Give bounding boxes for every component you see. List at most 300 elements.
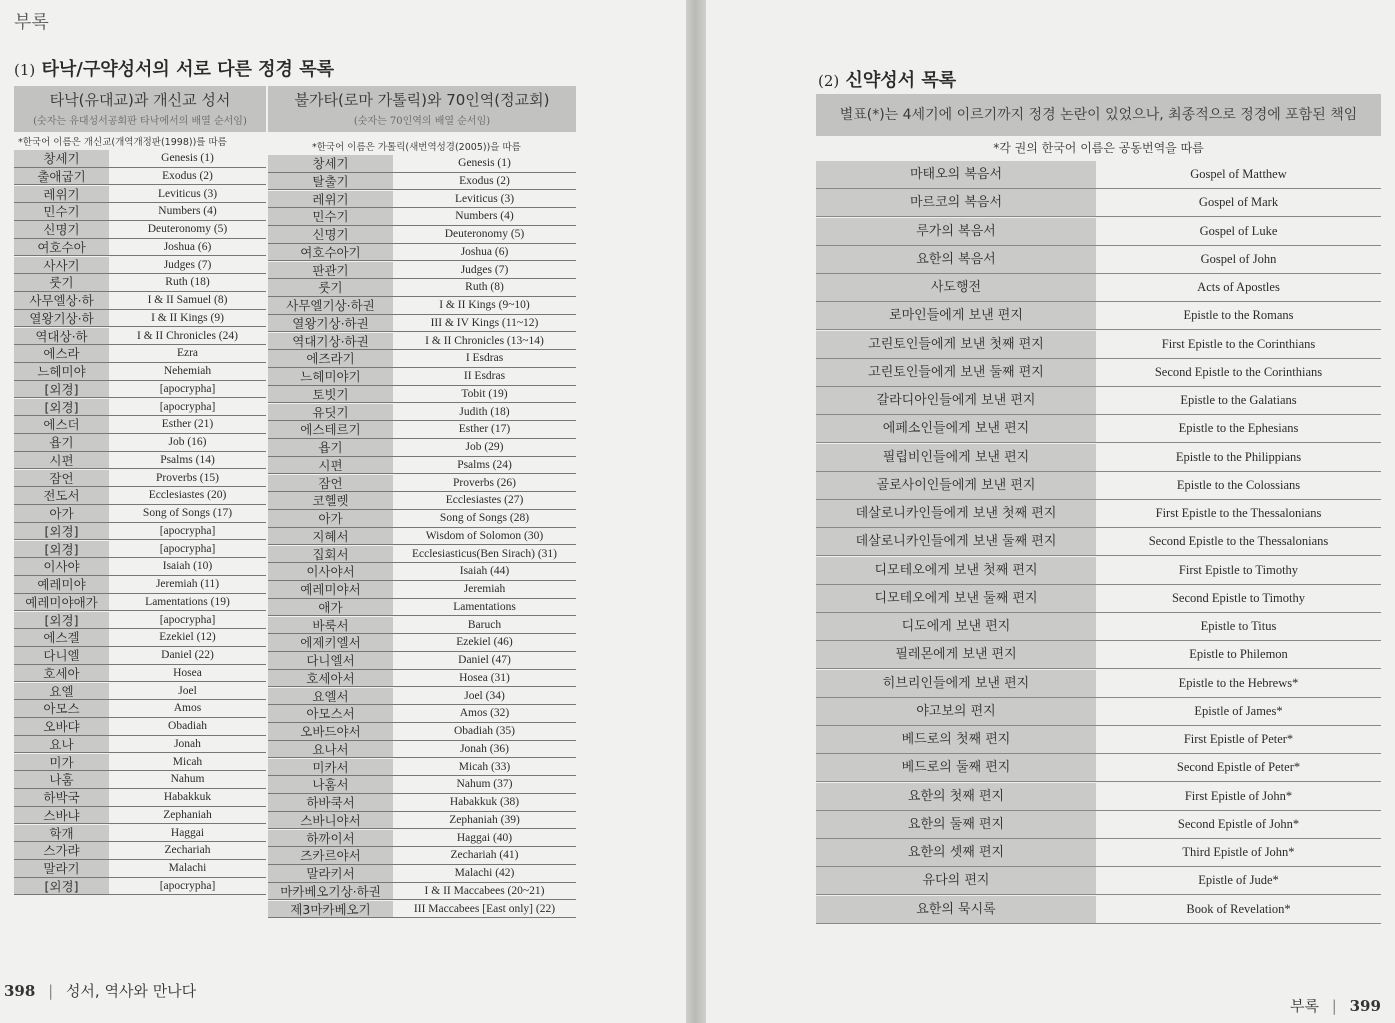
new-testament-row [816, 726, 1381, 754]
catholic-row [268, 510, 576, 528]
protestant-header-subtitle: (숫자는 유대성서공회판 타낙에서의 배열 순서임) [33, 116, 247, 127]
new-testament-row [816, 444, 1381, 472]
new-testament-korean-name: 야고보의 편지 [816, 698, 1096, 725]
catholic-english-name: Numbers (4) [455, 210, 514, 223]
protestant-korean-name: 레위기 [14, 186, 109, 203]
catholic-korean-name: 하바쿡서 [268, 794, 393, 811]
catholic-english-name: Obadiah (35) [454, 725, 515, 737]
protestant-korean-name: 출애굽기 [14, 168, 109, 185]
new-testament-english-name: First Epistle to Timothy [1178, 562, 1299, 577]
protestant-english-name: Zephaniah [163, 808, 212, 821]
protestant-korean-name: 에스라 [14, 345, 109, 362]
catholic-row [268, 670, 576, 688]
catholic-korean-name: 코헬렛 [268, 492, 393, 509]
catholic-row [268, 492, 576, 510]
protestant-english-name: [apocrypha] [159, 613, 216, 626]
catholic-korean-name: 집회서 [268, 546, 393, 563]
new-testament-korean-name: 디모테오에게 보낸 둘째 편지 [816, 585, 1096, 612]
catholic-korean-name: 다니엘서 [268, 652, 393, 669]
protestant-english-name: Hosea [173, 666, 202, 679]
new-testament-row [816, 811, 1381, 839]
new-testament-row [816, 557, 1381, 585]
protestant-row [14, 736, 266, 754]
catholic-korean-name: 열왕기상·하권 [268, 315, 393, 332]
catholic-english-name: Tobit (19) [461, 387, 508, 400]
new-testament-korean-name: 히브리인들에게 보낸 편지 [816, 670, 1096, 697]
catholic-english-name: Daniel (47) [458, 654, 511, 666]
catholic-row [268, 208, 576, 226]
protestant-korean-name: 역대상·하 [14, 328, 109, 345]
new-testament-english-name: Third Epistle of John* [1182, 845, 1295, 859]
protestant-english-name: Lamentations (19) [145, 595, 230, 608]
catholic-korean-name: 호세아서 [268, 670, 393, 687]
new-testament-english-name: Epistle to Philemon [1189, 647, 1288, 662]
catholic-english-name: I Esdras [465, 352, 504, 365]
catholic-english-name: Joel (34) [464, 689, 505, 702]
protestant-row [14, 257, 266, 275]
protestant-row [14, 754, 266, 772]
catholic-english-name: Genesis (1) [458, 157, 511, 169]
protestant-row [14, 399, 266, 417]
protestant-korean-name: 학개 [14, 825, 109, 842]
protestant-korean-name: 말라기 [14, 860, 109, 877]
catholic-english-name: III & IV Kings (11~12) [430, 316, 539, 329]
protestant-english-name: Jeremiah (11) [155, 578, 220, 590]
catholic-english-name: Wisdom of Solomon (30) [425, 529, 544, 542]
catholic-english-name: Amos (32) [459, 707, 510, 720]
left-section-title: 타낙/구약성서의 서로 다른 정경 목록 [41, 59, 334, 80]
protestant-english-name: Genesis (1) [161, 152, 214, 164]
protestant-korean-name: 에스겔 [14, 629, 109, 646]
protestant-korean-name: 오바댜 [14, 718, 109, 735]
protestant-row [14, 612, 266, 630]
catholic-korean-name: 역대기상·하권 [268, 333, 393, 350]
catholic-english-name: Psalms (24) [457, 458, 512, 471]
catholic-row [268, 546, 576, 564]
catholic-row [268, 368, 576, 386]
protestant-english-name: Nahum [170, 773, 205, 786]
new-testament-english-name: Second Epistle of John* [1177, 816, 1300, 831]
catholic-english-name: Lamentations [453, 600, 516, 613]
new-testament-row [816, 783, 1381, 811]
protestant-korean-name: 예레미야애가 [14, 594, 109, 611]
catholic-english-name: I & II Maccabees (20~21) [424, 884, 545, 897]
catholic-english-name: Leviticus (3) [454, 192, 515, 205]
catholic-row [268, 244, 576, 262]
catholic-korean-name: 여호수아기 [268, 244, 393, 261]
catholic-english-name: Joshua (6) [460, 245, 509, 258]
new-testament-korean-name: 고린토인들에게 보낸 둘째 편지 [816, 359, 1096, 386]
catholic-english-name: Isaiah (44) [459, 565, 510, 578]
new-testament-english-name: Second Epistle of Peter* [1176, 760, 1301, 775]
protestant-english-name: Obadiah [168, 720, 207, 732]
catholic-korean-name: 욥기 [268, 439, 393, 456]
catholic-korean-name: 에스테르기 [268, 421, 393, 438]
protestant-row [14, 487, 266, 505]
protestant-korean-name: [외경] [14, 612, 109, 629]
catholic-korean-name: 토빗기 [268, 386, 393, 403]
new-testament-row [816, 274, 1381, 302]
protestant-korean-name: 요엘 [14, 683, 109, 700]
new-testament-row [816, 641, 1381, 669]
new-testament-korean-name: 에페소인들에게 보낸 편지 [816, 415, 1096, 442]
catholic-row [268, 794, 576, 812]
catholic-english-name: Malachi (42) [454, 867, 515, 879]
catholic-korean-name: 아모스서 [268, 705, 393, 722]
protestant-english-name: Amos [173, 702, 202, 715]
new-testament-english-name: Gospel of Mark [1198, 195, 1279, 210]
catholic-english-name: Song of Songs (28) [439, 512, 530, 524]
catholic-korean-name: 지혜서 [268, 528, 393, 545]
protestant-korean-name: [외경] [14, 541, 109, 558]
catholic-korean-name: 아가 [268, 510, 393, 527]
new-testament-note: *각 권의 한국어 이름은 공동번역을 따름 [993, 141, 1204, 155]
protestant-korean-name: [외경] [14, 399, 109, 416]
protestant-row [14, 683, 266, 701]
new-testament-header: 별표(*)는 4세기에 이르기까지 정경 논란이 있었으나, 최종적으로 정경에 포함된 책임 [816, 94, 1381, 136]
catholic-note: *한국어 이름은 가톨릭(새번역성경(2005))을 따름 [312, 142, 521, 153]
new-testament-korean-name: 데살로니카인들에게 보낸 첫째 편지 [816, 500, 1096, 527]
protestant-english-name: Isaiah (10) [162, 560, 213, 573]
new-testament-row [816, 246, 1381, 274]
new-testament-english-name: First Epistle of Peter* [1183, 732, 1294, 746]
protestant-english-name: [apocrypha] [159, 524, 216, 537]
new-testament-row [816, 189, 1381, 217]
protestant-korean-name: 신명기 [14, 221, 109, 238]
catholic-korean-name: 이사야서 [268, 563, 393, 580]
new-testament-english-name: Epistle to the Ephesians [1178, 421, 1299, 436]
new-testament-korean-name: 고린토인들에게 보낸 첫째 편지 [816, 331, 1096, 358]
protestant-row [14, 345, 266, 363]
catholic-korean-name: 예레미야서 [268, 581, 393, 598]
right-section-heading [818, 66, 956, 92]
new-testament-row [816, 754, 1381, 782]
catholic-row [268, 333, 576, 351]
catholic-row [268, 847, 576, 865]
catholic-english-name: I & II Kings (9~10) [439, 299, 530, 311]
catholic-row [268, 226, 576, 244]
catholic-korean-name: 마카베오기상·하권 [268, 883, 393, 900]
protestant-korean-name: 시편 [14, 452, 109, 469]
catholic-english-name: Nahum (37) [456, 778, 513, 791]
new-testament-korean-name: 골로사이인들에게 보낸 편지 [816, 472, 1096, 499]
new-testament-english-name: Gospel of Luke [1199, 223, 1278, 238]
new-testament-row [816, 839, 1381, 867]
catholic-english-name: Baruch [467, 618, 502, 631]
catholic-english-name: Jeremiah [463, 583, 506, 595]
catholic-english-name: Zechariah (41) [450, 849, 519, 862]
catholic-english-name: Job (29) [465, 441, 504, 453]
catholic-english-name: Judges (7) [460, 263, 509, 276]
catholic-header [268, 86, 576, 132]
catholic-row [268, 279, 576, 297]
catholic-korean-name: 제3마카베오기 [268, 901, 393, 918]
catholic-row [268, 457, 576, 475]
catholic-korean-name: 판관기 [268, 262, 393, 279]
new-testament-korean-name: 요한의 복음서 [816, 246, 1096, 273]
catholic-english-name: Esther (17) [458, 423, 511, 436]
protestant-header [14, 86, 266, 132]
new-testament-english-name: Gospel of John [1200, 251, 1277, 266]
protestant-row [14, 363, 266, 381]
new-testament-row [816, 585, 1381, 613]
protestant-row [14, 825, 266, 843]
catholic-english-name: Habakkuk (38) [449, 796, 520, 808]
protestant-row [14, 381, 266, 399]
protestant-english-name: Habakkuk [163, 791, 212, 803]
protestant-row [14, 416, 266, 434]
catholic-english-name: Ezekiel (46) [456, 636, 513, 649]
catholic-korean-name: 즈카르야서 [268, 847, 393, 864]
protestant-english-name: Deuteronomy (5) [147, 223, 228, 235]
left-footer-title: 성서, 역사와 만나다 [65, 982, 197, 1000]
catholic-header-subtitle: (숫자는 70인역의 배열 순서임) [353, 116, 491, 127]
catholic-row [268, 563, 576, 581]
protestant-korean-name: [외경] [14, 523, 109, 540]
catholic-row [268, 386, 576, 404]
protestant-row [14, 470, 266, 488]
protestant-korean-name: [외경] [14, 381, 109, 398]
catholic-korean-name: 룻기 [268, 279, 393, 296]
catholic-row [268, 475, 576, 493]
catholic-english-name: I & II Chronicles (13~14) [425, 334, 544, 347]
left-footer [4, 980, 196, 1001]
new-testament-english-name: Epistle of James* [1194, 703, 1283, 718]
protestant-row [14, 558, 266, 576]
new-testament-korean-name: 마태오의 복음서 [816, 161, 1096, 188]
protestant-row [14, 505, 266, 523]
catholic-row [268, 705, 576, 723]
protestant-english-name: Ruth (18) [165, 276, 210, 289]
protestant-english-name: Zechariah [164, 844, 211, 857]
right-footer-separator: | [1331, 997, 1337, 1015]
protestant-english-name: Judges (7) [163, 258, 212, 271]
protestant-row [14, 203, 266, 221]
protestant-korean-name: 스바냐 [14, 807, 109, 824]
protestant-row [14, 878, 266, 896]
running-header: 부록 [14, 12, 49, 33]
left-section-heading [14, 55, 334, 81]
protestant-korean-name: 다니엘 [14, 647, 109, 664]
protestant-korean-name: 호세아 [14, 665, 109, 682]
protestant-korean-name: 사사기 [14, 257, 109, 274]
protestant-english-name: Psalms (14) [160, 453, 215, 466]
protestant-korean-name: 느헤미야 [14, 363, 109, 380]
catholic-row [268, 812, 576, 830]
protestant-row [14, 718, 266, 736]
protestant-korean-name: 요나 [14, 736, 109, 753]
protestant-english-name: Job (16) [168, 436, 207, 448]
new-testament-english-name: Second Epistle to the Thessalonians [1148, 534, 1329, 549]
new-testament-row [816, 302, 1381, 330]
catholic-korean-name: 에즈라기 [268, 350, 393, 367]
protestant-row [14, 594, 266, 612]
new-testament-row [816, 698, 1381, 726]
catholic-korean-name: 하까이서 [268, 830, 393, 847]
catholic-english-name: Hosea (31) [459, 671, 510, 684]
catholic-english-name: Ecclesiastes (27) [445, 494, 524, 507]
protestant-row [14, 310, 266, 328]
protestant-korean-name: 미가 [14, 754, 109, 771]
protestant-korean-name: 스가랴 [14, 842, 109, 859]
protestant-row [14, 150, 266, 168]
new-testament-korean-name: 요한의 묵시록 [816, 896, 1096, 923]
right-section-number: (2) [818, 72, 840, 90]
protestant-english-name: Numbers (4) [158, 205, 217, 218]
catholic-korean-name: 요엘서 [268, 688, 393, 705]
new-testament-korean-name: 베드로의 첫째 편지 [816, 726, 1096, 753]
catholic-korean-name: 애가 [268, 599, 393, 616]
new-testament-english-name: First Epistle to the Corinthians [1161, 336, 1316, 351]
protestant-english-name: Ezra [176, 347, 199, 360]
new-testament-row [816, 415, 1381, 443]
right-page-number: 399 [1349, 997, 1381, 1015]
protestant-english-name: Daniel (22) [161, 649, 214, 661]
catholic-korean-name: 오바드야서 [268, 723, 393, 740]
new-testament-english-name: Epistle to Titus [1200, 619, 1277, 633]
protestant-row [14, 239, 266, 257]
new-testament-korean-name: 요한의 둘째 편지 [816, 811, 1096, 838]
catholic-english-name: Proverbs (26) [453, 476, 516, 489]
new-testament-row [816, 331, 1381, 359]
catholic-korean-name: 요나서 [268, 741, 393, 758]
protestant-english-name: [apocrypha] [159, 542, 216, 555]
catholic-korean-name: 에제키엘서 [268, 634, 393, 651]
new-testament-english-name: Gospel of Matthew [1190, 167, 1287, 181]
protestant-korean-name: 예레미야 [14, 576, 109, 593]
new-testament-english-name: Epistle to the Romans [1183, 308, 1294, 323]
protestant-row [14, 576, 266, 594]
protestant-english-name: I & II Samuel (8) [147, 294, 228, 306]
catholic-row [268, 315, 576, 333]
right-footer [1290, 995, 1381, 1016]
new-testament-english-name: First Epistle to the Thessalonians [1155, 506, 1322, 520]
new-testament-english-name: Epistle of Jude* [1198, 873, 1279, 888]
protestant-row [14, 700, 266, 718]
new-testament-english-name: Acts of Apostles [1197, 280, 1280, 294]
protestant-row [14, 328, 266, 346]
protestant-header-title: 타낙(유대교)과 개신교 성서 [49, 91, 231, 109]
protestant-korean-name: 아모스 [14, 700, 109, 717]
protestant-english-name: Leviticus (3) [157, 187, 218, 200]
new-testament-english-name: Second Epistle to the Corinthians [1154, 364, 1323, 379]
catholic-row [268, 297, 576, 315]
new-testament-korean-name: 디도에게 보낸 편지 [816, 613, 1096, 640]
new-testament-english-name: Second Epistle to Timothy [1171, 590, 1305, 605]
new-testament-english-name: Epistle to the Philippians [1175, 449, 1302, 464]
catholic-row [268, 350, 576, 368]
new-testament-korean-name: 요한의 첫째 편지 [816, 783, 1096, 810]
catholic-row [268, 723, 576, 741]
new-testament-korean-name: 유다의 편지 [816, 867, 1096, 894]
protestant-row [14, 860, 266, 878]
protestant-korean-name: 여호수아 [14, 239, 109, 256]
catholic-row [268, 173, 576, 191]
catholic-row [268, 439, 576, 457]
catholic-row [268, 652, 576, 670]
catholic-korean-name: 유딧기 [268, 404, 393, 421]
new-testament-row [816, 896, 1381, 924]
catholic-korean-name: 시편 [268, 457, 393, 474]
left-footer-separator: | [48, 982, 54, 1000]
catholic-korean-name: 신명기 [268, 226, 393, 243]
catholic-korean-name: 레위기 [268, 191, 393, 208]
catholic-row [268, 617, 576, 635]
protestant-row [14, 274, 266, 292]
protestant-korean-name: 아가 [14, 505, 109, 522]
catholic-english-name: Micah (33) [458, 760, 511, 773]
new-testament-korean-name: 필립비인들에게 보낸 편지 [816, 444, 1096, 471]
catholic-row [268, 759, 576, 777]
new-testament-korean-name: 디모테오에게 보낸 첫째 편지 [816, 557, 1096, 584]
protestant-row [14, 186, 266, 204]
catholic-english-name: Ruth (8) [465, 281, 504, 294]
protestant-korean-name: 사무엘상·하 [14, 292, 109, 309]
new-testament-row [816, 613, 1381, 641]
protestant-english-name: Ecclesiastes (20) [148, 489, 227, 502]
catholic-row [268, 581, 576, 599]
protestant-row [14, 523, 266, 541]
catholic-row [268, 421, 576, 439]
protestant-korean-name: 에스더 [14, 416, 109, 433]
catholic-korean-name: 바룩서 [268, 617, 393, 634]
new-testament-korean-name: 로마인들에게 보낸 편지 [816, 302, 1096, 329]
new-testament-korean-name: 베드로의 둘째 편지 [816, 754, 1096, 781]
protestant-korean-name: 욥기 [14, 434, 109, 451]
new-testament-row [816, 670, 1381, 698]
catholic-english-name: Exodus (2) [459, 174, 510, 187]
new-testament-korean-name: 갈라디아인들에게 보낸 편지 [816, 387, 1096, 414]
protestant-korean-name: 이사야 [14, 558, 109, 575]
new-testament-english-name: First Epistle of John* [1184, 788, 1293, 803]
protestant-row [14, 541, 266, 559]
new-testament-row [816, 472, 1381, 500]
book-gutter [686, 0, 706, 1023]
new-testament-row [816, 387, 1381, 415]
protestant-english-name: Song of Songs (17) [142, 507, 233, 519]
protestant-korean-name: 나훔 [14, 771, 109, 788]
protestant-row [14, 807, 266, 825]
catholic-row [268, 599, 576, 617]
catholic-english-name: III Maccabees [East only] (22) [413, 902, 556, 915]
protestant-english-name: Micah [172, 755, 203, 768]
catholic-row [268, 865, 576, 883]
protestant-english-name: Joel [178, 684, 197, 697]
catholic-row [268, 883, 576, 901]
catholic-korean-name: 탈출기 [268, 173, 393, 190]
catholic-row [268, 634, 576, 652]
protestant-row [14, 434, 266, 452]
catholic-korean-name: 사무엘기상·하권 [268, 297, 393, 314]
protestant-row [14, 629, 266, 647]
protestant-english-name: [apocrypha] [159, 400, 216, 413]
catholic-english-name: Haggai (40) [456, 831, 513, 844]
new-testament-korean-name: 마르코의 복음서 [816, 189, 1096, 216]
protestant-korean-name: 열왕기상·하 [14, 310, 109, 327]
new-testament-english-name: Epistle to the Hebrews* [1178, 675, 1299, 690]
protestant-english-name: Haggai [170, 826, 205, 839]
protestant-english-name: I & II Chronicles (24) [137, 329, 238, 342]
protestant-row [14, 789, 266, 807]
protestant-english-name: Esther (21) [161, 418, 214, 431]
protestant-english-name: Joshua (6) [163, 240, 212, 253]
new-testament-row [816, 500, 1381, 528]
new-testament-row [816, 528, 1381, 556]
protestant-english-name: Nehemiah [163, 365, 212, 377]
left-page-number: 398 [4, 982, 36, 1000]
catholic-korean-name: 미카서 [268, 759, 393, 776]
new-testament-korean-name: 요한의 셋째 편지 [816, 839, 1096, 866]
